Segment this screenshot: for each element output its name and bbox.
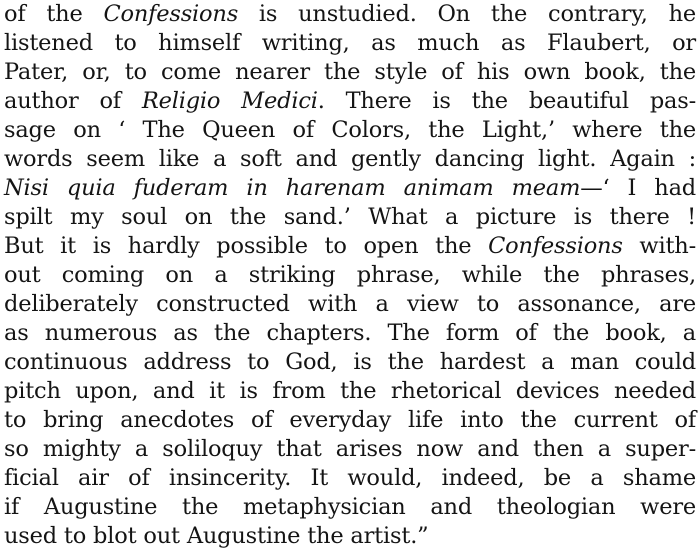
text-segment: spilt my soul on the sand.’ What a picture is there ! [4,204,696,230]
text-segment: —‘ I had [580,175,697,201]
text-line [4,0,696,29]
text-segment: author of [4,88,142,114]
text-line [4,348,696,377]
text-line [4,522,696,551]
text-segment: words seem like a soft and gently dancing light. Again : [4,146,696,172]
text-segment: But it is hardly possible to open the [4,233,489,259]
text-line [4,145,696,174]
text-line [4,290,696,319]
text-segment: deliberately constructed with a view to assonance, are [4,291,696,317]
text-line [4,29,696,58]
text-line [4,406,696,435]
italic-latin-quote: Nisi quia fuderam in harenam animam meam [4,175,581,201]
text-line [4,174,696,203]
text-segment: sage on ‘ The Queen of Colors, the Light,’ where the [4,117,696,143]
text-line [4,464,696,493]
text-segment: with- [622,233,696,259]
text-segment: is unstudied. On the contrary, he [238,1,696,27]
text-segment: ficial air of insincerity. It would, indeed, be a shame [4,465,696,491]
text-line [4,203,696,232]
text-line [4,87,696,116]
text-segment: out coming on a striking phrase, while the phrases, [4,262,696,288]
text-line [4,435,696,464]
text-segment: Pater, or, to come nearer the style of his own book, the [4,59,696,85]
text-segment: as numerous as the chapters. The form of the book, a [4,320,696,346]
italic-title: Confessions [103,1,239,27]
text-segment: . There is the beautiful pas- [317,88,696,114]
text-segment: of the [4,1,104,27]
text-segment: so mighty a soliloquy that arises now and then a super- [4,436,696,462]
text-segment: continuous address to God, is the hardest a man could [4,349,696,375]
italic-title: Confessions [488,233,623,259]
text-line [4,493,696,522]
text-segment: listened to himself writing, as much as Flaubert, or [4,30,696,56]
book-page-text [4,0,696,551]
text-line [4,116,696,145]
text-segment: if Augustine the metaphysician and theologian were [4,494,696,520]
italic-title: Religio Medici [141,88,318,114]
text-segment: pitch upon, and it is from the rhetorical devices needed [4,378,696,404]
text-segment: used to blot out Augustine the artist.” [4,523,429,549]
text-line [4,58,696,87]
text-line [4,261,696,290]
text-line [4,232,696,261]
text-line [4,319,696,348]
text-line [4,377,696,406]
text-segment: to bring anecdotes of everyday life into the current of [4,407,696,433]
